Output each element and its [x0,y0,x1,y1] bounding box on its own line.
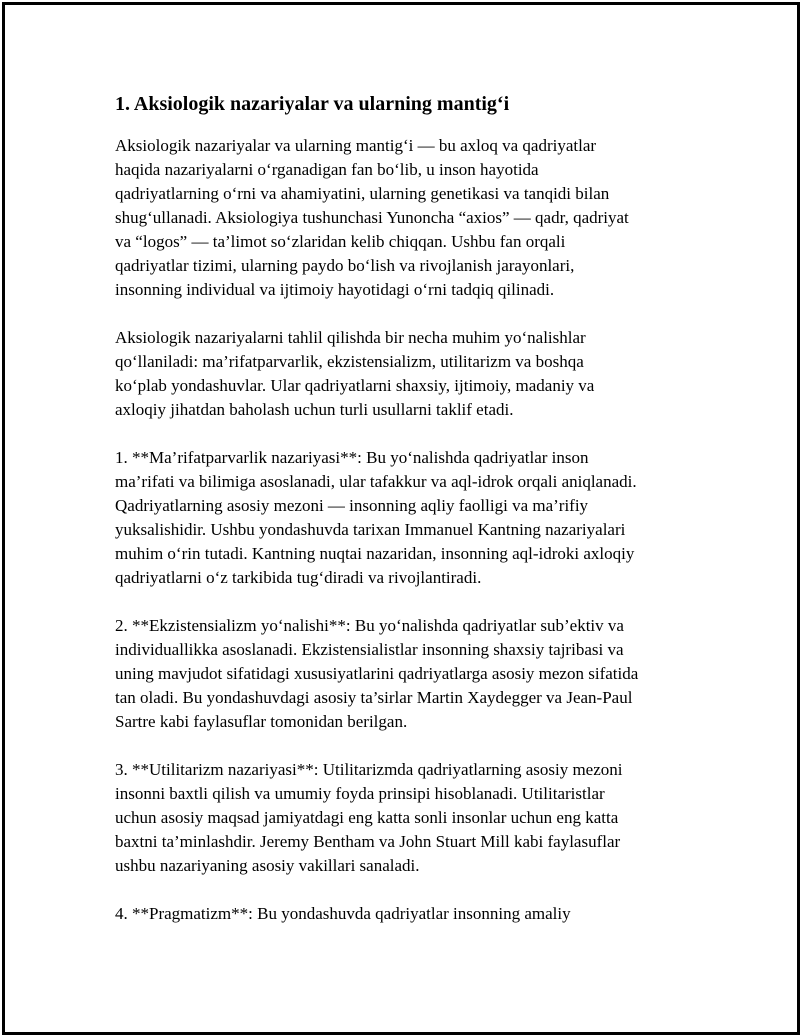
text-line: ushbu nazariyaning asosiy vakillari sanaladi. [115,856,420,875]
text-line: uchun asosiy maqsad jamiyatdagi eng katta sonli insonlar uchun eng katta [115,808,619,827]
text-line: 3. **Utilitarizm nazariyasi**: Utilitarizmda qadriyatlarning asosiy mezoni [115,760,623,779]
text-line: axloqiy jihatdan baholash uchun turli usullarni taklif etadi. [115,400,514,419]
text-line: baxtni ta’minlashdir. Jeremy Bentham va John Stuart Mill kabi faylasuflar [115,832,621,851]
text-line: ko‘plab yondashuvlar. Ular qadriyatlarni shaxsiy, ijtimoiy, madaniy va [115,376,595,395]
paragraph-utilitarianism [115,758,695,878]
paragraph-approaches [115,326,695,422]
text-line: qo‘llaniladi: ma’rifatparvarlik, ekzistensializm, utilitarizm va boshqa [115,352,584,371]
text-line: uning mavjudot sifatidagi xususiyatlarini qadriyatlarga asosiy mezon sifatida [115,664,639,683]
text-line: muhim o‘rin tutadi. Kantning nuqtai nazaridan, insonning aql-idroki axloqiy [115,544,635,563]
paragraph-enlightenment [115,446,695,590]
text-line: Aksiologik nazariyalar va ularning mantig‘i — bu axloq va qadriyatlar [115,136,597,155]
text-line: 1. **Ma’rifatparvarlik nazariyasi**: Bu yo‘nalishda qadriyatlar inson [115,448,589,467]
text-line: va “logos” — ta’limot so‘zlaridan kelib chiqqan. Ushbu fan orqali [115,232,566,251]
text-line: yuksalishidir. Ushbu yondashuvda tarixan Immanuel Kantning nazariyalari [115,520,626,539]
text-line: qadriyatlarni o‘z tarkibida tug‘diradi va rivojlantiradi. [115,568,482,587]
text-line: qadriyatlar tizimi, ularning paydo bo‘lish va rivojlanish jarayonlari, [115,256,575,275]
document-title: 1. Aksiologik nazariyalar va ularning mantig‘i [115,93,510,115]
text-line: Aksiologik nazariyalarni tahlil qilishda bir necha muhim yo‘nalishlar [115,328,586,347]
text-line: haqida nazariyalarni o‘rganadigan fan bo‘lib, u inson hayotida [115,160,539,179]
text-line: tan oladi. Bu yondashuvdagi asosiy ta’sirlar Martin Xaydegger va Jean-Paul [115,688,633,707]
document-body [115,92,695,950]
text-line: insonni baxtli qilish va umumiy foyda prinsipi hisoblanadi. Utilitaristlar [115,784,605,803]
text-line: Sartre kabi faylasuflar tomonidan berilgan. [115,712,408,731]
text-line: 2. **Ekzistensializm yo‘nalishi**: Bu yo‘nalishda qadriyatlar sub’ektiv va [115,616,624,635]
text-line: Qadriyatlarning asosiy mezoni — insonning aqliy faolligi va ma’rifiy [115,496,589,515]
text-line: 4. **Pragmatizm**: Bu yondashuvda qadriyatlar insonning amaliy [115,904,571,923]
text-line: insonning individual va ijtimoiy hayotidagi o‘rni tadqiq qilinadi. [115,280,555,299]
text-line: qadriyatlarning o‘rni va ahamiyatini, ularning genetikasi va tanqidi bilan [115,184,610,203]
paragraph-pragmatism [115,902,695,926]
text-line: ma’rifati va bilimiga asoslanadi, ular tafakkur va aql-idrok orqali aniqlanadi. [115,472,637,491]
paragraph-intro [115,134,695,302]
text-line: individuallikka asoslanadi. Ekzistensialistlar insonning shaxsiy tajribasi va [115,640,624,659]
text-line: shug‘ullanadi. Aksiologiya tushunchasi Yunoncha “axios” — qadr, qadriyat [115,208,629,227]
paragraph-existentialism [115,614,695,734]
